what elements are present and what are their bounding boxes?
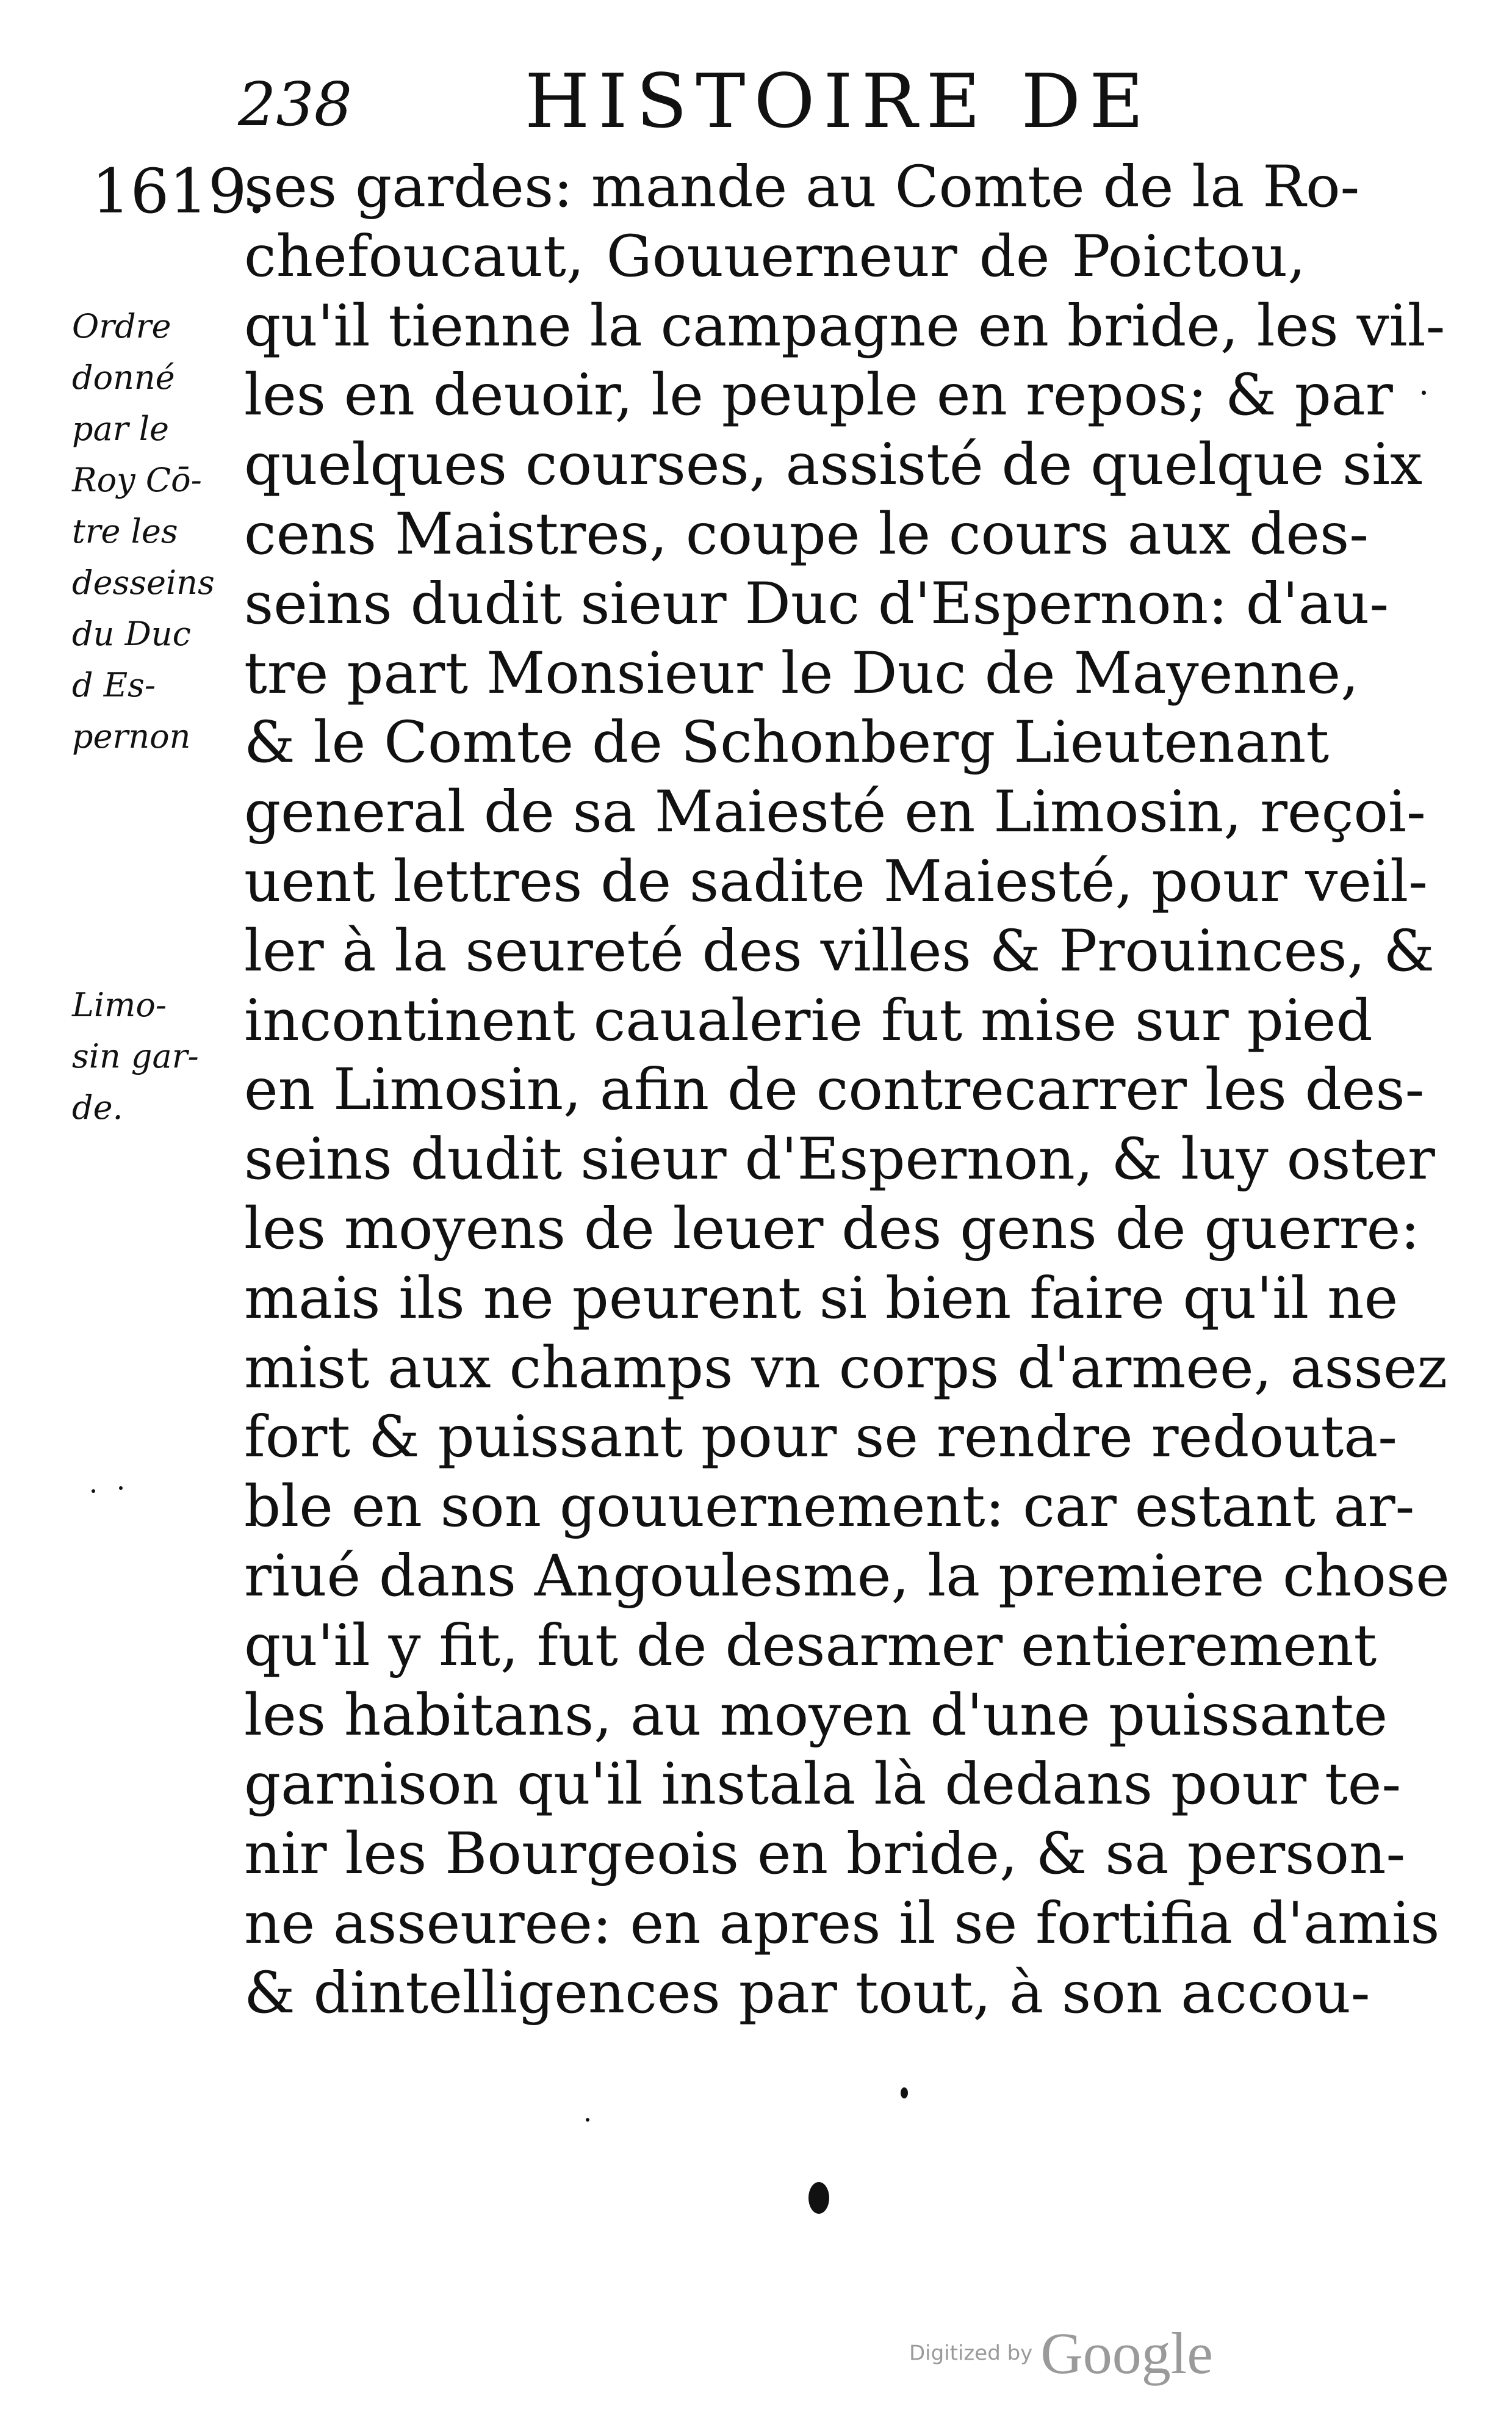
- margin-note-line: de.: [72, 1088, 123, 1127]
- text-line: ne asseuree: en apres il se fortifia d'amis: [244, 1890, 1440, 1957]
- running-head: HISTOIRE DE: [525, 58, 1153, 145]
- page-number: 238: [238, 70, 353, 140]
- text-line: ses gardes: mande au Comte de la Ro-: [244, 154, 1360, 220]
- text-line: quelques courses, assisté de quelque six: [244, 432, 1423, 499]
- text-line: les en deuoir, le peuple en repos; & par: [244, 362, 1393, 429]
- text-line: incontinent caualerie fut mise sur pied: [244, 987, 1373, 1054]
- ink-speck: [901, 2087, 908, 2098]
- margin-note-line: par le: [72, 410, 169, 448]
- margin-note-line: tre les: [72, 512, 178, 551]
- ink-speck: [1422, 391, 1426, 395]
- watermark-prefix: Digitized by: [909, 2341, 1033, 2366]
- text-line: qu'il tienne la campagne en bride, les vil-: [244, 292, 1445, 360]
- margin-note-line: desseins: [72, 563, 215, 602]
- text-line: ble en son gouuernement: car estant ar-: [244, 1473, 1415, 1541]
- text-line: tre part Monsieur le Duc de Mayenne,: [244, 640, 1359, 707]
- text-line: seins dudit sieur d'Espernon, & luy oster: [244, 1126, 1435, 1193]
- margin-note-line: donné: [72, 358, 175, 397]
- text-line: riué dans Angoulesme, la premiere chose: [244, 1542, 1450, 1610]
- ink-speck: [92, 1489, 95, 1493]
- ink-speck: [586, 2118, 589, 2122]
- text-line: fort & puissant pour se rendre redouta-: [244, 1404, 1398, 1471]
- text-line: cens Maistres, coupe le cours aux des-: [244, 500, 1369, 568]
- margin-note-line: sin gar-: [72, 1037, 199, 1075]
- text-line: garnison qu'il instala là dedans pour te-: [244, 1751, 1402, 1818]
- margin-note-line: d Es-: [72, 666, 156, 704]
- margin-year: 1619.: [92, 156, 267, 227]
- text-line: & le Comte de Schonberg Lieutenant: [244, 709, 1330, 776]
- text-line: ler à la seureté des villes & Prouinces, &: [244, 917, 1435, 985]
- ink-speck: [119, 1486, 123, 1490]
- text-line: qu'il y fit, fut de desarmer entierement: [244, 1612, 1377, 1679]
- text-line: en Limosin, afin de contrecarrer les des-: [244, 1057, 1425, 1124]
- google-logo: Google: [1040, 2321, 1213, 2386]
- margin-note-ordre: [72, 301, 237, 762]
- page-header: [238, 58, 1153, 150]
- text-line: chefoucaut, Gouuerneur de Poictou,: [244, 223, 1306, 290]
- text-line: les habitans, au moyen d'une puissante: [244, 1682, 1388, 1749]
- text-line: mist aux champs vn corps d'armee, assez: [244, 1334, 1448, 1401]
- text-line: general de sa Maiesté en Limosin, reçoi-: [244, 779, 1426, 846]
- body-text: [244, 153, 1450, 2028]
- text-line: seins dudit sieur Duc d'Espernon: d'au-: [244, 570, 1389, 637]
- text-line: uent lettres de sadite Maiesté, pour veil-: [244, 848, 1428, 915]
- ink-speck: [808, 2182, 829, 2214]
- margin-note-line: pernon: [72, 717, 191, 756]
- margin-note-line: du Duc: [72, 615, 191, 653]
- margin-note-line: Roy Cō-: [72, 461, 202, 499]
- margin-note-line: Ordre: [72, 307, 171, 345]
- text-line: les moyens de leuer des gens de guerre:: [244, 1195, 1420, 1262]
- text-line: mais ils ne peurent si bien faire qu'il ne: [244, 1265, 1399, 1332]
- text-line: nir les Bourgeois en bride, & sa person-: [244, 1821, 1406, 1888]
- margin-note-line: Limo-: [72, 986, 167, 1024]
- text-line: & dintelligences par tout, à son accou-: [244, 1959, 1370, 2026]
- digitization-watermark: [909, 2319, 1213, 2387]
- margin-note-limosin: [72, 980, 237, 1133]
